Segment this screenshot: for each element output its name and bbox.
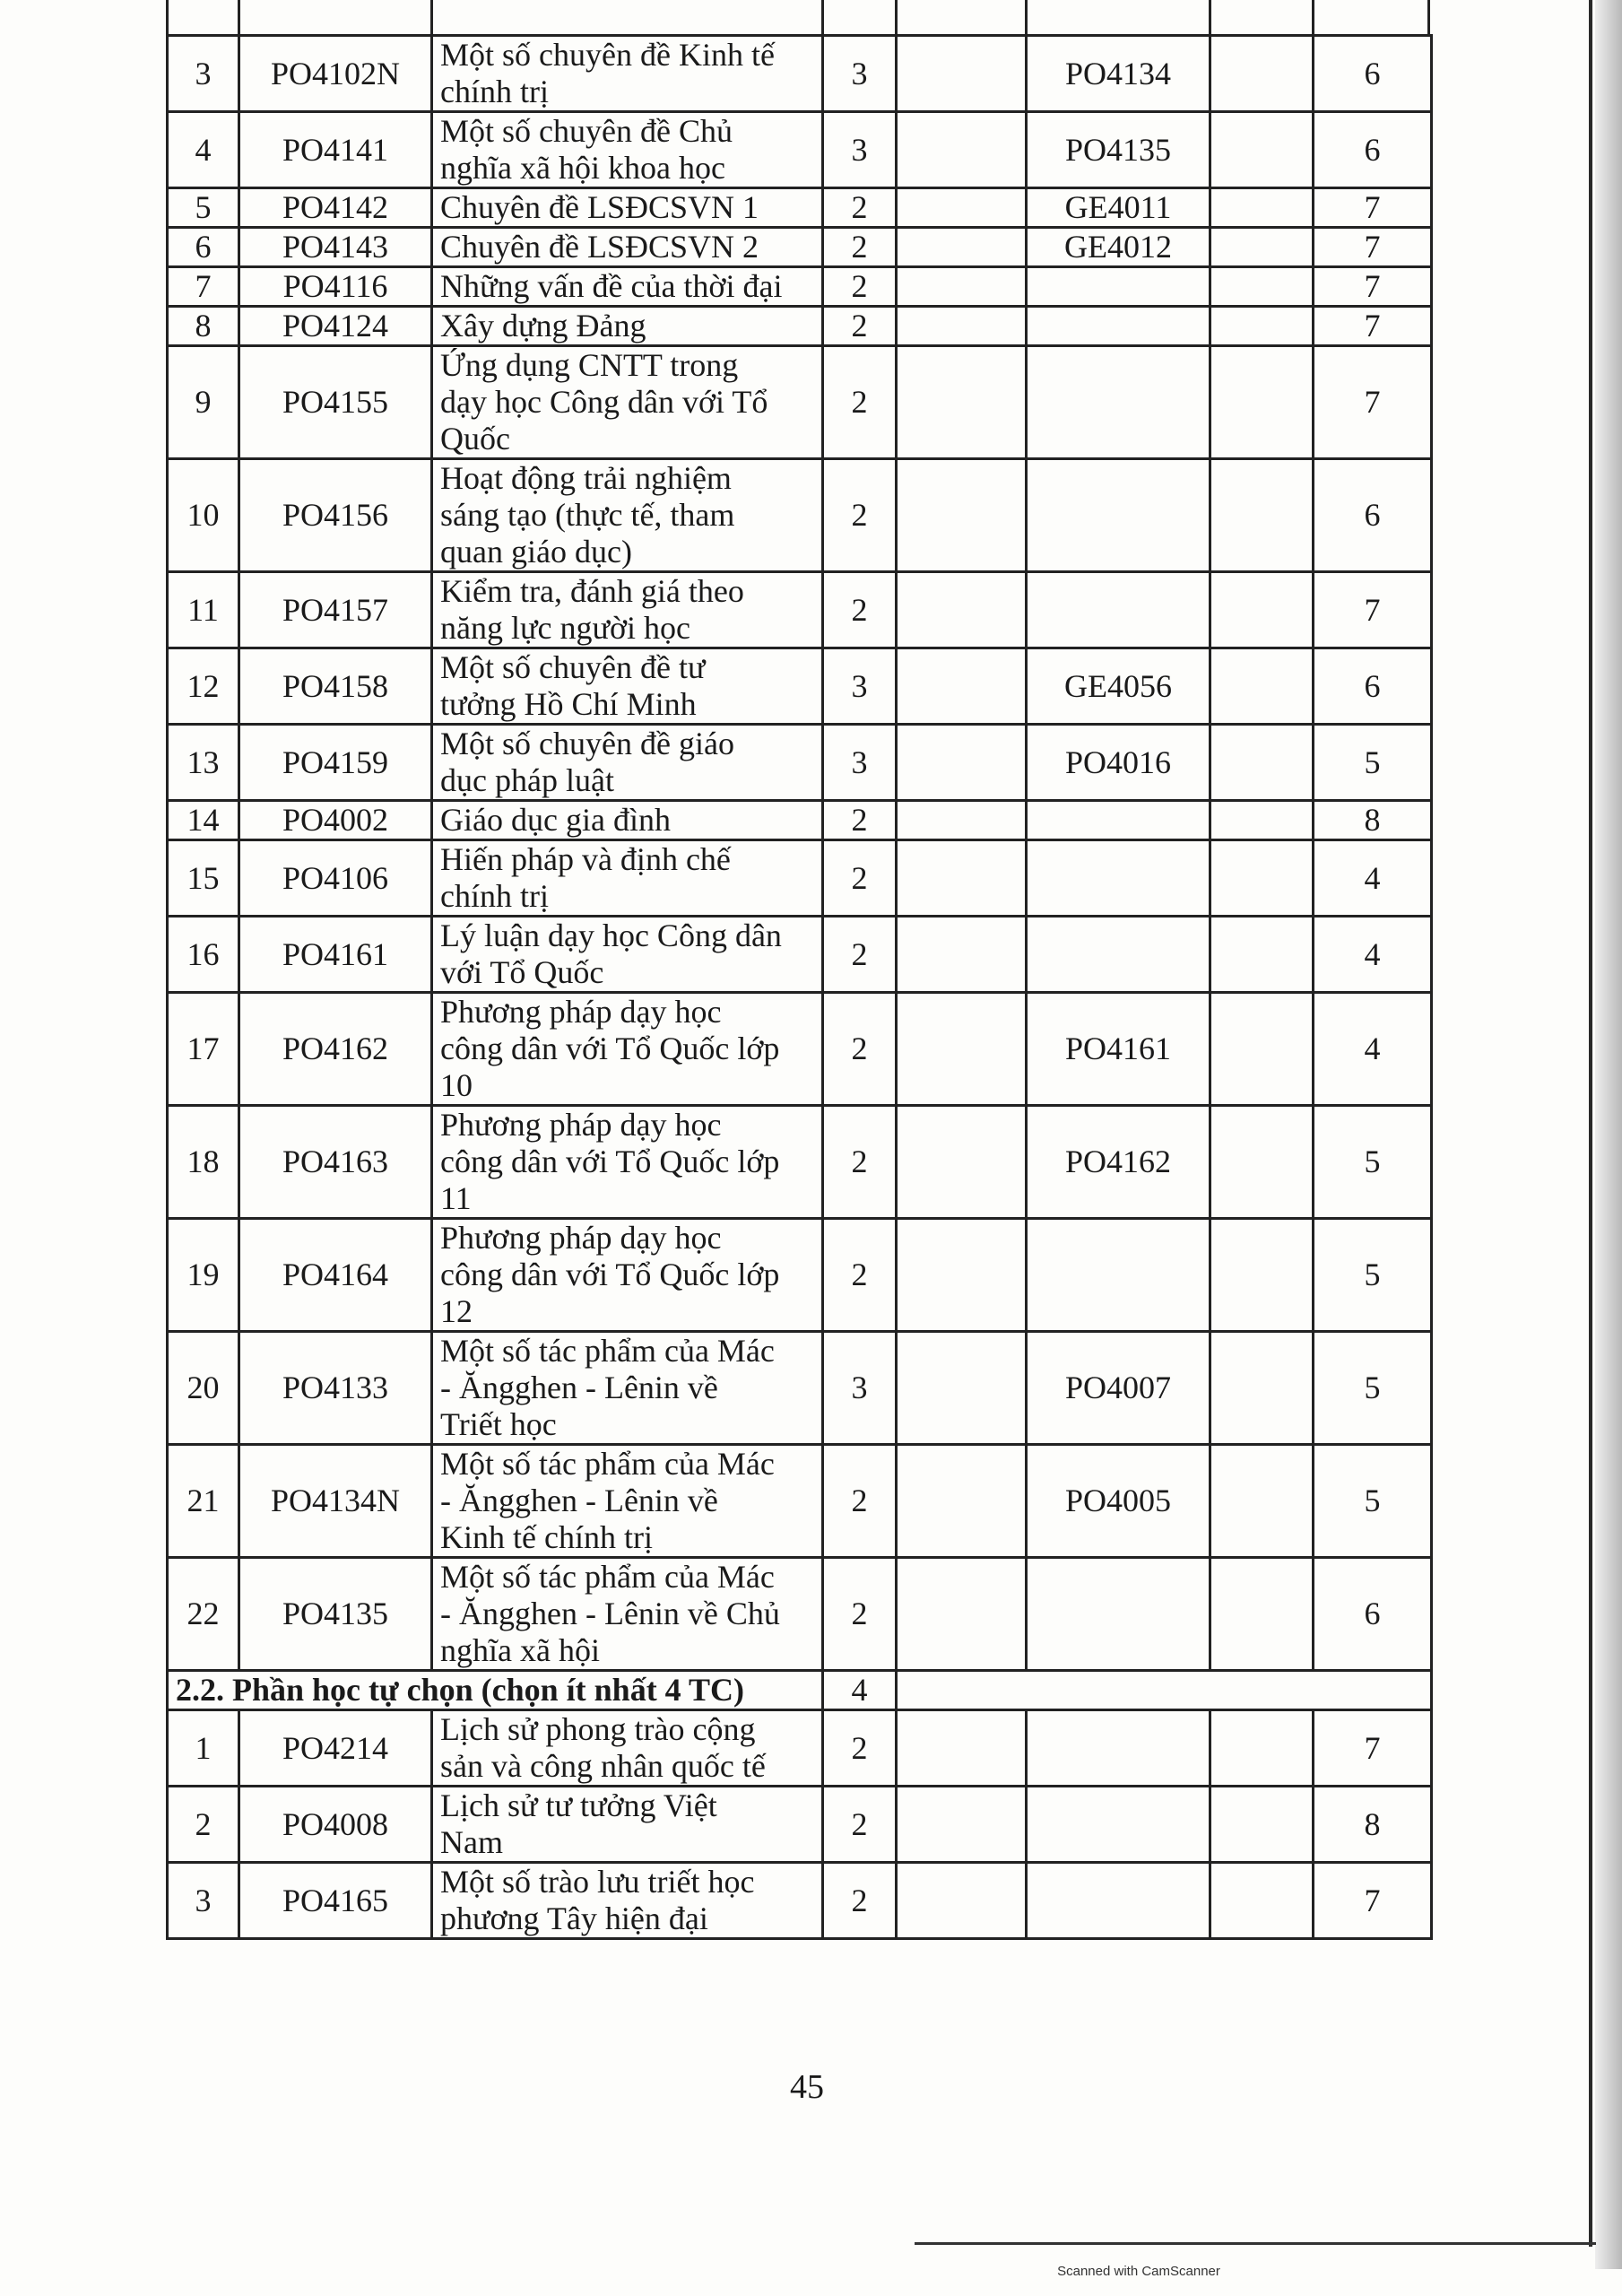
table-row xyxy=(168,267,1432,307)
course-code: PO4161 xyxy=(239,917,432,993)
table-row xyxy=(168,1863,1432,1939)
course-code: PO4163 xyxy=(239,1106,432,1219)
prerequisite-code: PO4135 xyxy=(1027,112,1210,188)
credit-count: 2 xyxy=(823,1445,897,1558)
credit-count: 2 xyxy=(823,917,897,993)
scanner-watermark: Scanned with CamScanner xyxy=(1057,2264,1220,2279)
row-number: 7 xyxy=(168,267,239,307)
course-code: PO4155 xyxy=(239,346,432,459)
course-name-line: Một số chuyên đề Kinh tế xyxy=(440,37,775,73)
row-number: 15 xyxy=(168,840,239,917)
course-name-line: nghĩa xã hội xyxy=(440,1632,600,1668)
credit-count: 2 xyxy=(823,801,897,840)
course-name xyxy=(432,1332,823,1445)
row-number: 21 xyxy=(168,1445,239,1558)
course-name-line: Triết học xyxy=(440,1406,557,1442)
prerequisite-code xyxy=(1027,346,1210,459)
course-code: PO4142 xyxy=(239,188,432,228)
blank-cell xyxy=(897,188,1027,228)
course-name-line: Một số tác phẩm của Mác xyxy=(440,1446,775,1482)
course-name-line: sáng tạo (thực tế, tham xyxy=(440,497,735,533)
course-name-line: tưởng Hồ Chí Minh xyxy=(440,686,697,722)
table-row xyxy=(168,112,1432,188)
credit-count: 2 xyxy=(823,840,897,917)
semester: 7 xyxy=(1314,572,1432,648)
course-name-line: - Ăngghen - Lênin về Chủ xyxy=(440,1596,780,1631)
curriculum-table xyxy=(166,34,1433,1940)
row-number: 6 xyxy=(168,228,239,267)
elective-section xyxy=(168,1671,1432,1710)
credit-count: 2 xyxy=(823,346,897,459)
table-row xyxy=(168,725,1432,801)
semester: 6 xyxy=(1314,1558,1432,1671)
semester: 8 xyxy=(1314,1787,1432,1863)
prerequisite-code: GE4012 xyxy=(1027,228,1210,267)
blank-cell xyxy=(1210,1710,1314,1787)
course-code: PO4124 xyxy=(239,307,432,346)
table-row xyxy=(168,307,1432,346)
semester: 7 xyxy=(1314,188,1432,228)
credit-count: 2 xyxy=(823,1219,897,1332)
table-row xyxy=(168,801,1432,840)
course-name xyxy=(432,267,823,307)
blank-cell xyxy=(1210,917,1314,993)
prerequisite-code xyxy=(1027,840,1210,917)
course-name-line: Xây dựng Đảng xyxy=(440,308,646,344)
table-row xyxy=(168,648,1432,725)
course-name-line: - Ăngghen - Lênin về xyxy=(440,1370,718,1405)
prerequisite-code: PO4005 xyxy=(1027,1445,1210,1558)
elective-section-credits: 4 xyxy=(823,1671,897,1710)
elective-section-blank xyxy=(897,1671,1432,1710)
blank-cell xyxy=(897,725,1027,801)
course-code: PO4102N xyxy=(239,36,432,112)
blank-cell xyxy=(1210,1332,1314,1445)
blank-cell xyxy=(897,346,1027,459)
blank-cell xyxy=(1210,1106,1314,1219)
row-number: 18 xyxy=(168,1106,239,1219)
table-row xyxy=(168,1332,1432,1445)
row-number: 13 xyxy=(168,725,239,801)
course-name-line: Phương pháp dạy học xyxy=(440,994,722,1030)
blank-cell xyxy=(897,1787,1027,1863)
prerequisite-code: PO4016 xyxy=(1027,725,1210,801)
blank-cell xyxy=(1210,1445,1314,1558)
semester: 7 xyxy=(1314,267,1432,307)
semester: 6 xyxy=(1314,36,1432,112)
course-name-line: Những vấn đề của thời đại xyxy=(440,268,783,304)
blank-cell xyxy=(897,1106,1027,1219)
row-number: 19 xyxy=(168,1219,239,1332)
course-code: PO4162 xyxy=(239,993,432,1106)
table-row xyxy=(168,917,1432,993)
blank-cell xyxy=(897,648,1027,725)
course-name-line: 10 xyxy=(440,1067,473,1103)
course-name xyxy=(432,725,823,801)
prerequisite-code xyxy=(1027,1558,1210,1671)
course-name xyxy=(432,36,823,112)
semester: 4 xyxy=(1314,917,1432,993)
course-name-line: công dân với Tổ Quốc lớp xyxy=(440,1144,780,1179)
credit-count: 2 xyxy=(823,459,897,572)
credit-count: 3 xyxy=(823,1332,897,1445)
table-top-continuation xyxy=(166,0,1430,36)
course-name-line: Kinh tế chính trị xyxy=(440,1519,653,1555)
blank-cell xyxy=(897,993,1027,1106)
row-number: 2 xyxy=(168,1787,239,1863)
row-number: 4 xyxy=(168,112,239,188)
table-row xyxy=(168,36,1432,112)
blank-cell xyxy=(1210,228,1314,267)
course-name xyxy=(432,1445,823,1558)
course-name-line: chính trị xyxy=(440,878,549,914)
course-code: PO4156 xyxy=(239,459,432,572)
course-name-line: Hiến pháp và định chế xyxy=(440,841,731,877)
credit-count: 2 xyxy=(823,1558,897,1671)
course-name-line: Chuyên đề LSĐCSVN 1 xyxy=(440,189,759,225)
row-number: 16 xyxy=(168,917,239,993)
course-code: PO4134N xyxy=(239,1445,432,1558)
course-name xyxy=(432,801,823,840)
blank-cell xyxy=(1210,267,1314,307)
course-name xyxy=(432,1219,823,1332)
course-code: PO4143 xyxy=(239,228,432,267)
credit-count: 2 xyxy=(823,572,897,648)
course-name xyxy=(432,228,823,267)
blank-cell xyxy=(1210,459,1314,572)
row-number: 1 xyxy=(168,1710,239,1787)
row-number: 10 xyxy=(168,459,239,572)
page-shadow xyxy=(1595,0,1622,2269)
blank-cell xyxy=(1210,801,1314,840)
prerequisite-code: PO4161 xyxy=(1027,993,1210,1106)
prerequisite-code xyxy=(1027,459,1210,572)
semester: 5 xyxy=(1314,1332,1432,1445)
table-row xyxy=(168,1787,1432,1863)
course-code: PO4133 xyxy=(239,1332,432,1445)
course-name-line: Một số chuyên đề Chủ xyxy=(440,113,733,149)
blank-cell xyxy=(897,572,1027,648)
table-row xyxy=(168,1710,1432,1787)
course-name-line: Ứng dụng CNTT trong xyxy=(440,347,739,383)
table-row xyxy=(168,188,1432,228)
course-name xyxy=(432,188,823,228)
blank-cell xyxy=(1210,725,1314,801)
semester: 5 xyxy=(1314,1106,1432,1219)
course-name-line: Chuyên đề LSĐCSVN 2 xyxy=(440,229,759,265)
blank-cell xyxy=(1210,648,1314,725)
table-row xyxy=(168,993,1432,1106)
course-name-line: Quốc xyxy=(440,421,510,457)
credit-count: 2 xyxy=(823,228,897,267)
course-name-line: Phương pháp dạy học xyxy=(440,1107,722,1143)
semester: 7 xyxy=(1314,1863,1432,1939)
course-name xyxy=(432,1863,823,1939)
blank-cell xyxy=(1210,307,1314,346)
course-name xyxy=(432,1710,823,1787)
credit-count: 3 xyxy=(823,648,897,725)
semester: 5 xyxy=(1314,725,1432,801)
semester: 4 xyxy=(1314,840,1432,917)
course-name xyxy=(432,112,823,188)
blank-cell xyxy=(897,917,1027,993)
course-name xyxy=(432,840,823,917)
blank-cell xyxy=(1210,36,1314,112)
course-name-line: nghĩa xã hội khoa học xyxy=(440,150,725,186)
row-number: 12 xyxy=(168,648,239,725)
semester: 5 xyxy=(1314,1445,1432,1558)
course-code: PO4164 xyxy=(239,1219,432,1332)
row-number: 22 xyxy=(168,1558,239,1671)
course-name-line: công dân với Tổ Quốc lớp xyxy=(440,1031,780,1066)
course-name-line: Hoạt động trải nghiệm xyxy=(440,460,732,496)
course-code: PO4159 xyxy=(239,725,432,801)
blank-cell xyxy=(1210,112,1314,188)
blank-cell xyxy=(897,1219,1027,1332)
semester: 5 xyxy=(1314,1219,1432,1332)
blank-cell xyxy=(1210,1863,1314,1939)
course-name-line: Một số chuyên đề tư xyxy=(440,649,706,685)
course-code: PO4157 xyxy=(239,572,432,648)
semester: 7 xyxy=(1314,228,1432,267)
course-name-line: dục pháp luật xyxy=(440,762,614,798)
blank-cell xyxy=(897,1558,1027,1671)
course-name-line: với Tổ Quốc xyxy=(440,954,604,990)
semester: 8 xyxy=(1314,801,1432,840)
course-code: PO4008 xyxy=(239,1787,432,1863)
prerequisite-code: GE4011 xyxy=(1027,188,1210,228)
course-code: PO4116 xyxy=(239,267,432,307)
course-code: PO4106 xyxy=(239,840,432,917)
row-number: 5 xyxy=(168,188,239,228)
course-name-line: 12 xyxy=(440,1293,473,1329)
prerequisite-code xyxy=(1027,267,1210,307)
table-row xyxy=(168,459,1432,572)
course-name-line: Giáo dục gia đình xyxy=(440,802,671,838)
table-row xyxy=(168,1558,1432,1671)
course-code: PO4141 xyxy=(239,112,432,188)
blank-cell xyxy=(897,228,1027,267)
course-name-line: Một số tác phẩm của Mác xyxy=(440,1559,775,1595)
credit-count: 2 xyxy=(823,1787,897,1863)
row-number: 9 xyxy=(168,346,239,459)
semester: 7 xyxy=(1314,307,1432,346)
blank-cell xyxy=(897,307,1027,346)
prerequisite-code xyxy=(1027,572,1210,648)
course-name xyxy=(432,648,823,725)
course-name-line: Một số trào lưu triết học xyxy=(440,1864,755,1900)
course-name-line: năng lực người học xyxy=(440,610,690,646)
course-name xyxy=(432,1106,823,1219)
prerequisite-code xyxy=(1027,307,1210,346)
blank-cell xyxy=(1210,188,1314,228)
table-row xyxy=(168,228,1432,267)
row-number: 14 xyxy=(168,801,239,840)
course-code: PO4002 xyxy=(239,801,432,840)
row-number: 11 xyxy=(168,572,239,648)
course-name-line: chính trị xyxy=(440,74,549,109)
prerequisite-code xyxy=(1027,1710,1210,1787)
blank-cell xyxy=(897,267,1027,307)
course-code: PO4214 xyxy=(239,1710,432,1787)
blank-cell xyxy=(1210,346,1314,459)
course-name-line: Nam xyxy=(440,1824,503,1860)
course-name-line: - Ăngghen - Lênin về xyxy=(440,1483,718,1518)
course-code: PO4165 xyxy=(239,1863,432,1939)
course-name-line: quan giáo dục) xyxy=(440,534,632,570)
course-name-line: Một số chuyên đề giáo xyxy=(440,726,734,761)
credit-count: 3 xyxy=(823,725,897,801)
elective-course-rows xyxy=(168,1710,1432,1939)
course-name xyxy=(432,1558,823,1671)
course-name xyxy=(432,346,823,459)
blank-cell xyxy=(897,1863,1027,1939)
blank-cell xyxy=(1210,1558,1314,1671)
course-name xyxy=(432,993,823,1106)
row-number: 17 xyxy=(168,993,239,1106)
credit-count: 2 xyxy=(823,993,897,1106)
blank-cell xyxy=(1210,1787,1314,1863)
prerequisite-code xyxy=(1027,1787,1210,1863)
blank-cell xyxy=(897,36,1027,112)
blank-cell xyxy=(1210,993,1314,1106)
course-name-line: Lý luận dạy học Công dân xyxy=(440,918,782,953)
course-name-line: sản và công nhân quốc tế xyxy=(440,1748,766,1784)
prerequisite-code xyxy=(1027,917,1210,993)
blank-cell xyxy=(897,801,1027,840)
course-name xyxy=(432,459,823,572)
blank-cell xyxy=(897,1710,1027,1787)
credit-count: 2 xyxy=(823,1710,897,1787)
row-number: 3 xyxy=(168,1863,239,1939)
prerequisite-code: GE4056 xyxy=(1027,648,1210,725)
semester: 4 xyxy=(1314,993,1432,1106)
table-row xyxy=(168,346,1432,459)
credit-count: 3 xyxy=(823,112,897,188)
semester: 6 xyxy=(1314,459,1432,572)
prerequisite-code xyxy=(1027,1219,1210,1332)
course-name-line: 11 xyxy=(440,1180,472,1216)
footer-rule xyxy=(915,2242,1596,2245)
course-name xyxy=(432,572,823,648)
page-number: 45 xyxy=(790,2068,824,2106)
credit-count: 2 xyxy=(823,267,897,307)
table-row xyxy=(168,840,1432,917)
row-number: 8 xyxy=(168,307,239,346)
course-name-line: phương Tây hiện đại xyxy=(440,1900,708,1936)
credit-count: 3 xyxy=(823,36,897,112)
course-name-line: dạy học Công dân với Tổ xyxy=(440,384,768,420)
course-name-line: Lịch sử tư tưởng Việt xyxy=(440,1787,717,1823)
course-name xyxy=(432,307,823,346)
table-row xyxy=(168,1445,1432,1558)
elective-section-title: 2.2. Phần học tự chọn (chọn ít nhất 4 TC) xyxy=(168,1671,823,1710)
page-edge-line xyxy=(1589,0,1592,2247)
table-row xyxy=(168,572,1432,648)
credit-count: 2 xyxy=(823,1106,897,1219)
credit-count: 2 xyxy=(823,188,897,228)
blank-cell xyxy=(1210,572,1314,648)
course-name-line: Phương pháp dạy học xyxy=(440,1220,722,1256)
course-name xyxy=(432,917,823,993)
semester: 6 xyxy=(1314,648,1432,725)
course-name-line: Kiểm tra, đánh giá theo xyxy=(440,573,744,609)
blank-cell xyxy=(1210,840,1314,917)
prerequisite-code xyxy=(1027,801,1210,840)
row-number: 3 xyxy=(168,36,239,112)
blank-cell xyxy=(897,459,1027,572)
blank-cell xyxy=(897,1445,1027,1558)
prerequisite-code xyxy=(1027,1863,1210,1939)
course-code: PO4135 xyxy=(239,1558,432,1671)
course-name xyxy=(432,1787,823,1863)
table-row xyxy=(168,1219,1432,1332)
prerequisite-code: PO4134 xyxy=(1027,36,1210,112)
semester: 7 xyxy=(1314,1710,1432,1787)
semester: 7 xyxy=(1314,346,1432,459)
blank-cell xyxy=(897,112,1027,188)
credit-count: 2 xyxy=(823,1863,897,1939)
compulsory-course-rows xyxy=(168,36,1432,1671)
course-name-line: Lịch sử phong trào cộng xyxy=(440,1711,756,1747)
row-number: 20 xyxy=(168,1332,239,1445)
course-name-line: công dân với Tổ Quốc lớp xyxy=(440,1257,780,1292)
prerequisite-code: PO4162 xyxy=(1027,1106,1210,1219)
table-row xyxy=(168,1106,1432,1219)
elective-section-header xyxy=(168,1671,1432,1710)
blank-cell xyxy=(897,840,1027,917)
semester: 6 xyxy=(1314,112,1432,188)
credit-count: 2 xyxy=(823,307,897,346)
prerequisite-code: PO4007 xyxy=(1027,1332,1210,1445)
blank-cell xyxy=(1210,1219,1314,1332)
course-name-line: Một số tác phẩm của Mác xyxy=(440,1333,775,1369)
blank-cell xyxy=(897,1332,1027,1445)
course-code: PO4158 xyxy=(239,648,432,725)
